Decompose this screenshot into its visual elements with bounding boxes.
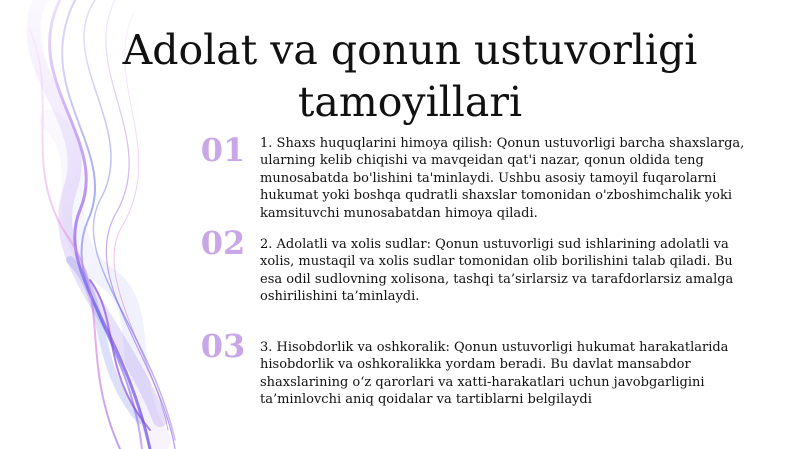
item-number-02: 02 — [200, 224, 246, 262]
item-number-01: 01 — [200, 131, 246, 169]
principle-text-2: 2. Adolatli va xolis sudlar: Qonun ustuvorligi sud ishlarining adolatli va xolis, mustaqil va xolis sudlar tomonidan olib borilishini talab qiladi. Bu esa odil sudlovning xolisona, tashqi ta’sirlarsiz va tarafdorlarsiz amalga oshirilishini ta’minlaydi. — [260, 237, 734, 305]
item-number-03: 03 — [200, 327, 246, 365]
principle-text-1: 1. Shaxs huquqlarini himoya qilish: Qonun ustuvorligi barcha shaxslarga, ularning kelib chiqishi va mavqeidan qat'i nazar, qonun oldida teng munosabatda bo'lishini ta'minlaydi. Ushbu asosiy tamoyil fuqarolarni hukumat yoki boshqa qudratli shaxslar tomonidan o'zboshimchalik yoki kamsituvchi munosabatdan himoya qiladi. — [260, 136, 745, 221]
principle-text-3: 3. Hisobdorlik va oshkoralik: Qonun ustuvorligi hukumat harakatlarida hisobdorlik va oshkoralikka yordam beradi. Bu davlat mansabdor shaxslarining o‘z qarorlari va xatti-harakatlari uchun javobgarligini ta’minlovchi aniq qoidalar va tartiblarni belgilaydi — [260, 340, 729, 408]
slide-title: Adolat va qonun ustuvorligi tamoyillari — [122, 26, 698, 126]
